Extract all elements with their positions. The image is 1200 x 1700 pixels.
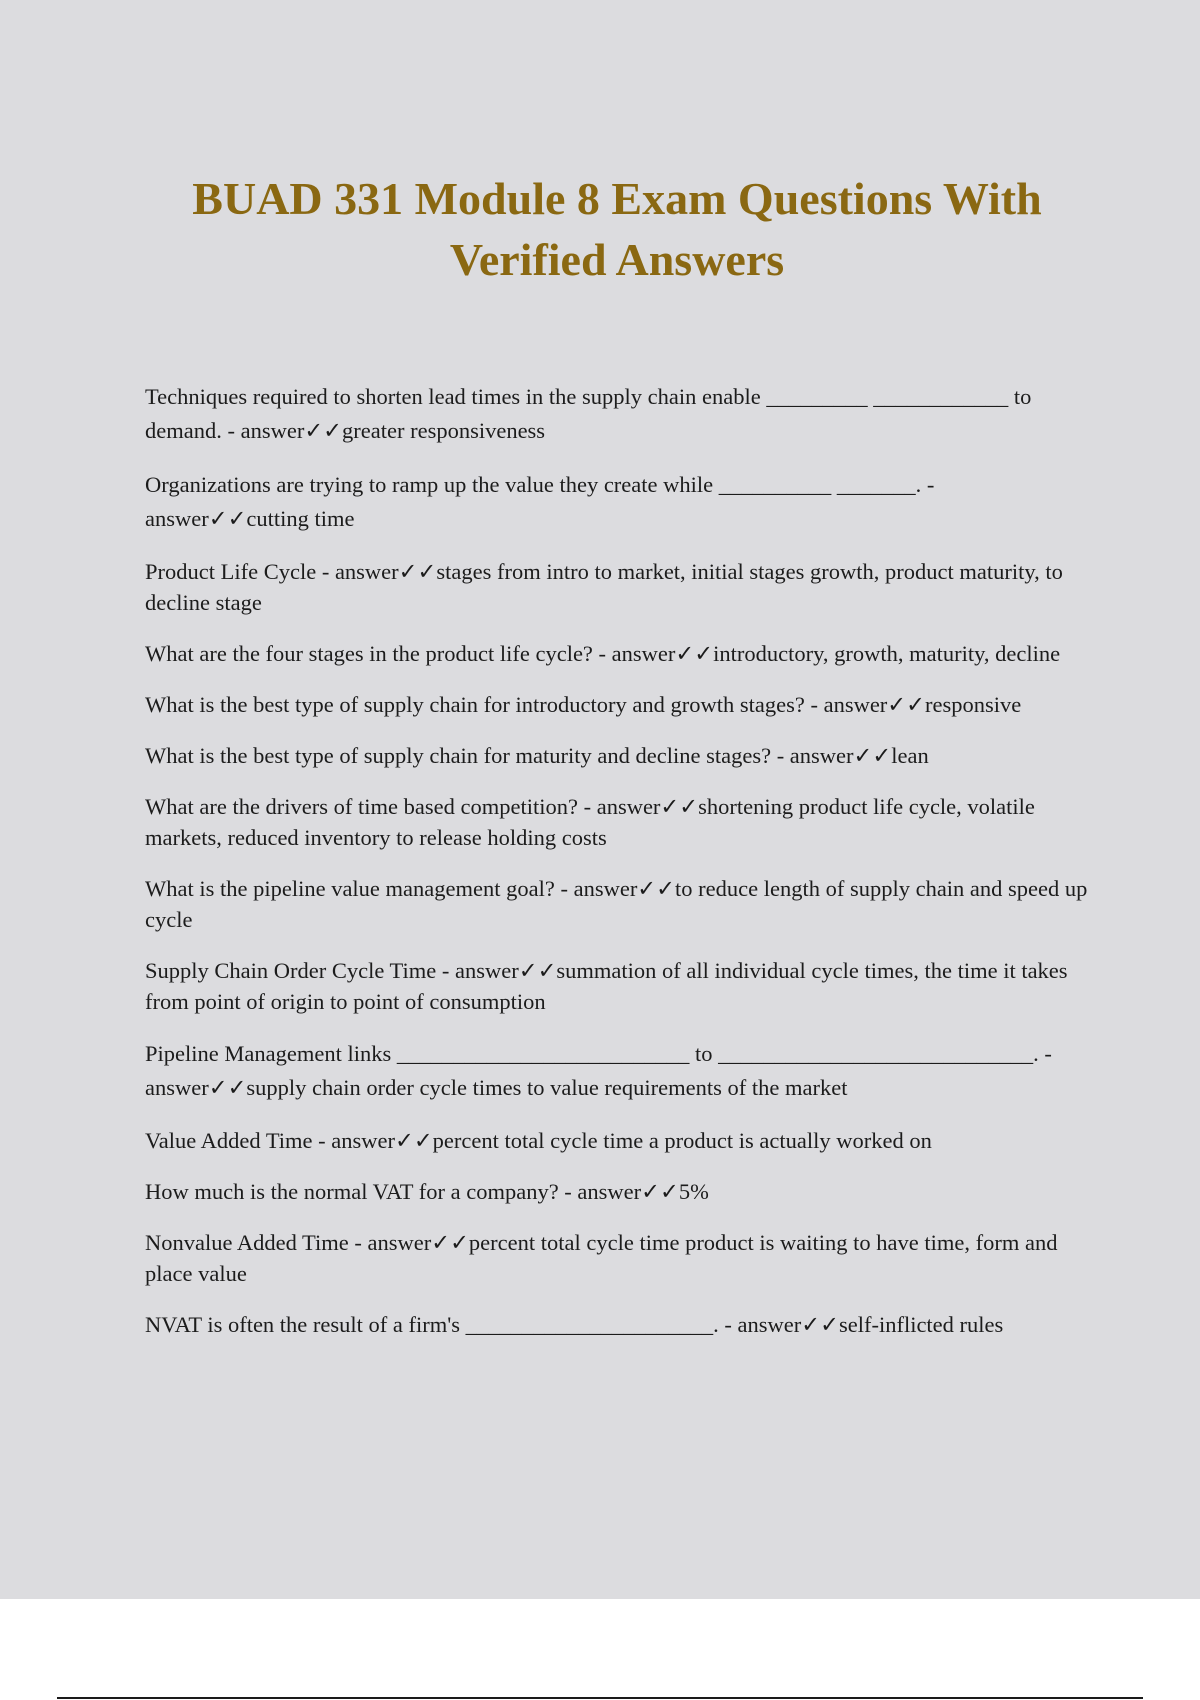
qa-item [145, 791, 1090, 853]
qa-text: Supply Chain Order Cycle Time - answer✓✓summation of all individual cycle times, the time it takes from point of origin to point of consumption [145, 958, 1074, 1014]
qa-text: What are the four stages in the product life cycle? - answer✓✓introductory, growth, maturity, decline [145, 641, 1061, 666]
qa-item [145, 1176, 1090, 1207]
qa-text: What is the best type of supply chain for maturity and decline stages? - answer✓✓lean [145, 743, 929, 768]
qa-item [145, 638, 1090, 669]
qa-item [145, 1309, 1090, 1340]
document-title: BUAD 331 Module 8 Exam Questions With Verified Answers [192, 173, 1042, 285]
qa-item [145, 955, 1090, 1017]
qa-item [145, 873, 1094, 935]
qa-item [145, 556, 1090, 618]
qa-text: What is the best type of supply chain for introductory and growth stages? - answer✓✓responsive [145, 692, 1022, 717]
qa-text: Nonvalue Added Time - answer✓✓percent total cycle time product is waiting to have time, form and place value [145, 1230, 1064, 1286]
page-divider [57, 1697, 1143, 1699]
qa-list [145, 380, 1094, 1360]
qa-text: Product Life Cycle - answer✓✓stages from intro to market, initial stages growth, product maturity, to decline stage [145, 559, 1069, 615]
qa-item [145, 468, 1090, 536]
qa-item [145, 1125, 1090, 1156]
qa-text: Pipeline Management links __________________________ to ____________________________. - answer✓✓supply chain order cycle times to value requirements of the market [145, 1041, 1058, 1100]
qa-text: What are the drivers of time based competition? - answer✓✓shortening product life cycle, volatile markets, reduced inventory to release holding costs [145, 794, 1041, 850]
qa-item [145, 380, 1090, 448]
qa-text: Organizations are trying to ramp up the value they create while __________ _______. - answer✓✓cutting time [145, 472, 940, 531]
qa-item [145, 1227, 1090, 1289]
qa-text: Value Added Time - answer✓✓percent total cycle time a product is actually worked on [145, 1128, 932, 1153]
qa-text: NVAT is often the result of a firm's ______________________. - answer✓✓self-inflicted rules [145, 1312, 1004, 1337]
qa-text: Techniques required to shorten lead times in the supply chain enable _________ ____________ to demand. - answer✓✓greater responsiveness [145, 384, 1037, 443]
qa-item [145, 689, 1090, 720]
qa-item [145, 740, 1090, 771]
qa-text: What is the pipeline value management goal? - answer✓✓to reduce length of supply chain and speed up cycle [145, 876, 1094, 932]
qa-text: How much is the normal VAT for a company? - answer✓✓5% [145, 1179, 709, 1204]
qa-item [145, 1037, 1090, 1105]
